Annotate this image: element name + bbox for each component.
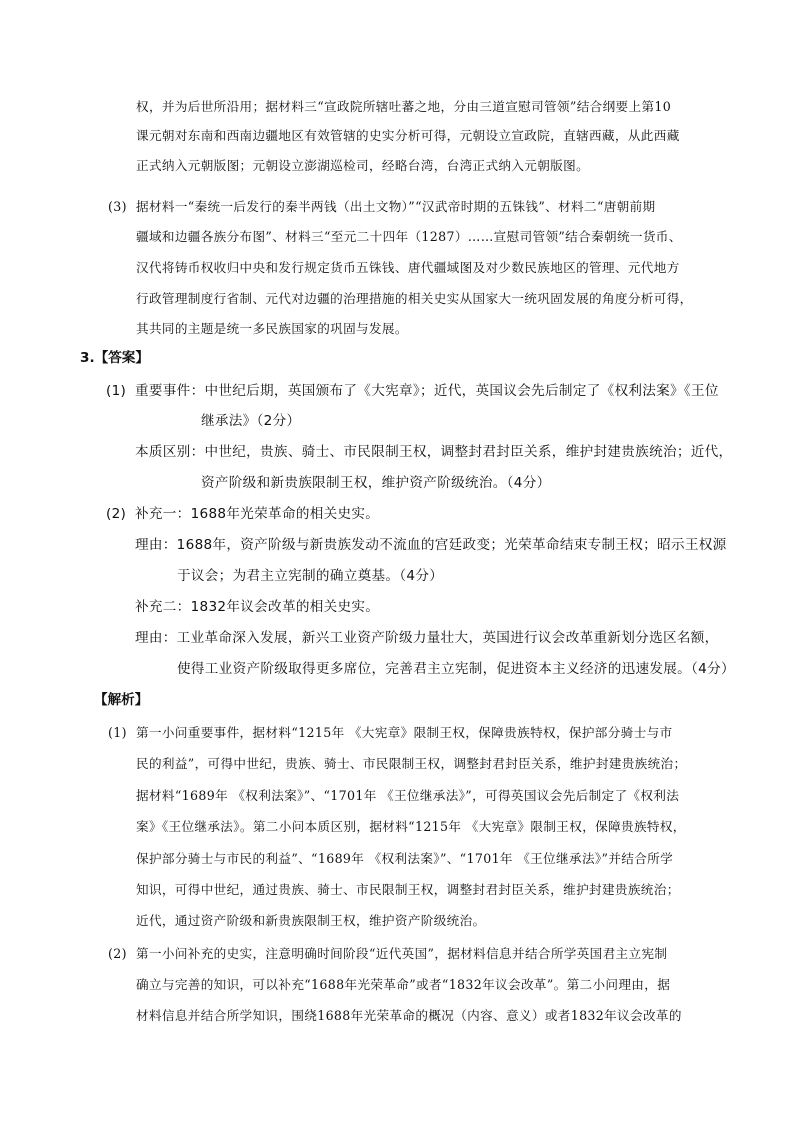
q3-p1-line-4: 案》《王位继承法》。第二小问本质区别，据材料“1215年 《大宪章》限制王权，保障贵族特权，	[136, 819, 686, 834]
q3-p1-line-2: 民的利益”，可得中世纪，贵族、骑士、市民限制王权，调整封君封臣关系，维护封建贵族统治；	[136, 756, 687, 771]
q3-p1-line-3: 据材料“1689年 《权利法案》”、“1701年 《王位继承法》”，可得英国议会先后制定了《权利法	[136, 788, 680, 803]
q3-a2-line-3: 于议会；为君主立宪制的确立奠基。（4分）	[177, 568, 444, 584]
q3-p1-line-7: 近代，通过资产阶级和新贵族限制王权，维护资产阶级统治。	[136, 913, 486, 928]
q3-a1-number: (1)	[106, 383, 127, 399]
part3-line-1: 据材料一“秦统一后发行的秦半两钱（出土文物）”“汉武帝时期的五铢钱”、材料二“唐朝前期	[136, 199, 656, 214]
q3-a2-line-2: 理由：1688年，资产阶级与新贵族发动不流血的宫廷政变；光荣革命结束专制王权；昭示王权源	[135, 537, 727, 553]
part3-number: (3)	[108, 199, 127, 214]
q3-a2-line-1: 补充一：1688年光荣革命的相关史实。	[135, 506, 380, 522]
continuation-line-1: 权，并为后世所沿用；据材料三“宣政院所辖吐蕃之地，分由三道宣慰司管领”结合纲要上第10	[136, 99, 672, 114]
q3-p1-number: (1)	[108, 725, 127, 740]
q3-answer-heading: 3.【答案】	[80, 350, 149, 366]
q3-p1-line-1: 第一小问重要事件，据材料“1215年 《大宪章》限制王权，保障贵族特权，保护部分骑士与市	[136, 725, 673, 740]
q3-a2-line-6: 使得工业资产阶级取得更多席位，完善君主立宪制，促进资本主义经济的迅速发展。（4分）	[177, 661, 735, 677]
continuation-line-3: 正式纳入元朝版图；元朝设立澎湖巡检司，经略台湾，台湾正式纳入元朝版图。	[136, 158, 590, 173]
q3-a2-line-4: 补充二：1832年议会改革的相关史实。	[135, 599, 380, 615]
q3-a1-line-4: 资产阶级和新贵族限制王权，维护资产阶级统治。（4分）	[201, 475, 551, 491]
q3-p2-number: (2)	[108, 946, 127, 961]
q3-p2-line-1: 第一小问补充的史实，注意明确时间阶段“近代英国”，据材料信息并结合所学英国君主立宪制	[136, 946, 668, 961]
continuation-line-2: 课元朝对东南和西南边疆地区有效管辖的史实分析可得，元朝设立宣政院，直辖西藏，从此西藏	[136, 128, 680, 143]
part3-line-4: 行政管理制度行省制、元代对边疆的治理措施的相关史实从国家大一统巩固发展的角度分析可得，	[136, 291, 693, 306]
part3-line-2: 疆域和边疆各族分布图”、材料三“至元二十四年（1287）……宣慰司管领”结合秦朝统一货币、	[136, 229, 682, 244]
q3-a1-line-3: 本质区别：中世纪，贵族、骑士、市民限制王权，调整封君封臣关系，维护封建贵族统治；近代，	[135, 444, 733, 460]
q3-a1-line-2: 继承法》（2分）	[201, 413, 301, 429]
q3-a2-line-5: 理由：工业革命深入发展，新兴工业资产阶级力量壮大，英国进行议会改革重新划分选区名额，	[135, 630, 719, 646]
part3-line-5: 其共同的主题是统一多民族国家的巩固与发展。	[136, 321, 408, 336]
q3-p1-line-5: 保护部分骑士与市民的利益”、“1689年 《权利法案》”、“1701年 《王位继承法》”并结合所学	[136, 851, 674, 866]
q3-a1-line-1: 重要事件：中世纪后期，英国颁布了《大宪章》；近代，英国议会先后制定了《权利法案》《王位	[135, 383, 719, 399]
q3-p2-line-3: 材料信息并结合所学知识，围绕1688年光荣革命的概况（内容、意义）或者1832年议会改革的	[136, 1008, 682, 1023]
part3-line-3: 汉代将铸币权收归中央和发行规定货币五铢钱、唐代疆域图及对少数民族地区的管理、元代地方	[136, 260, 680, 275]
q3-p1-line-6: 知识，可得中世纪，通过贵族、骑士、市民限制王权，调整封君封臣关系，维护封建贵族统治；	[136, 882, 680, 897]
q3-p2-line-2: 确立与完善的知识，可以补充“1688年光荣革命”或者“1832年议会改革”。第二小问理由，据	[136, 977, 671, 992]
q3-a2-number: (2)	[106, 506, 127, 522]
q3-analysis-heading: 【解析】	[94, 692, 149, 708]
